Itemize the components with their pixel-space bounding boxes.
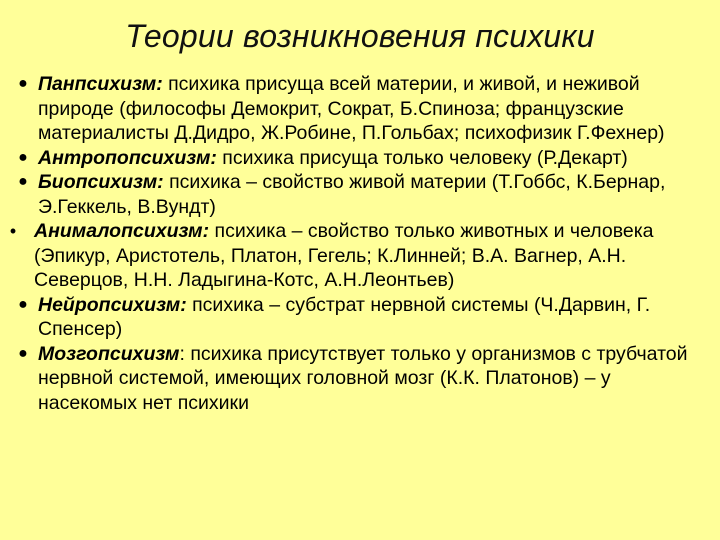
- theory-description: : психика присутствует только у организмов с трубчатой нервной системой, имеющих головной мозг (К.К. Платонов) – у насекомых нет психики: [38, 342, 688, 414]
- bullet-icon: ●: [18, 148, 28, 166]
- slide-title: Теории возникновения психики: [125, 18, 595, 54]
- theory-item-brainpsychism: [0, 342, 720, 416]
- theory-description: психика – свойство живой материи (Т.Гоббс, К.Бернар, Э.Геккель, В.Вундт): [38, 171, 666, 218]
- bullet-icon: ●: [18, 75, 28, 92]
- theory-item-neuropsychism: [0, 293, 720, 342]
- theory-item-animalopsychism: [0, 219, 720, 293]
- theory-term: Панпсихизм:: [38, 73, 163, 95]
- theory-item-panpsychism: [0, 72, 720, 146]
- bullet-icon: ●: [18, 295, 28, 313]
- theory-item-anthropopsychism: [0, 146, 720, 171]
- theory-description: психика – субстрат нервной системы (Ч.Дарвин, Г. Спенсер): [38, 293, 651, 340]
- theory-term: Антропопсихизм:: [38, 146, 217, 169]
- theory-description: психика присуща всей материи, и живой, и неживой природе (философы Демокрит, Сократ, Б.Спиноза; французские материалисты Д.Дидро, Ж.Робине, П.Гольбах; психофизик Г.Фехнер): [38, 73, 665, 144]
- theory-term: Нейропсихизм:: [38, 293, 187, 316]
- bullet-icon: •: [9, 221, 17, 241]
- theory-term: Мозгопсихизм: [38, 342, 180, 365]
- theory-term: Биопсихизм:: [38, 171, 164, 193]
- theory-list: [0, 72, 720, 415]
- theory-description: психика присуща только человеку (Р.Декарт): [216, 146, 628, 169]
- bullet-icon: ●: [18, 344, 28, 362]
- bullet-icon: ●: [18, 173, 28, 190]
- theory-description: психика – свойство только животных и человека (Эпикур, Аристотель, Платон, Гегель; К.Линней; В.А. Вагнер, А.Н. Северцов, Н.Н. Ладыгина-Котс, А.Н.Леонтьев): [34, 220, 654, 291]
- theory-term: Анималопсихизм:: [34, 220, 210, 242]
- theory-item-biopsychism: [0, 170, 720, 219]
